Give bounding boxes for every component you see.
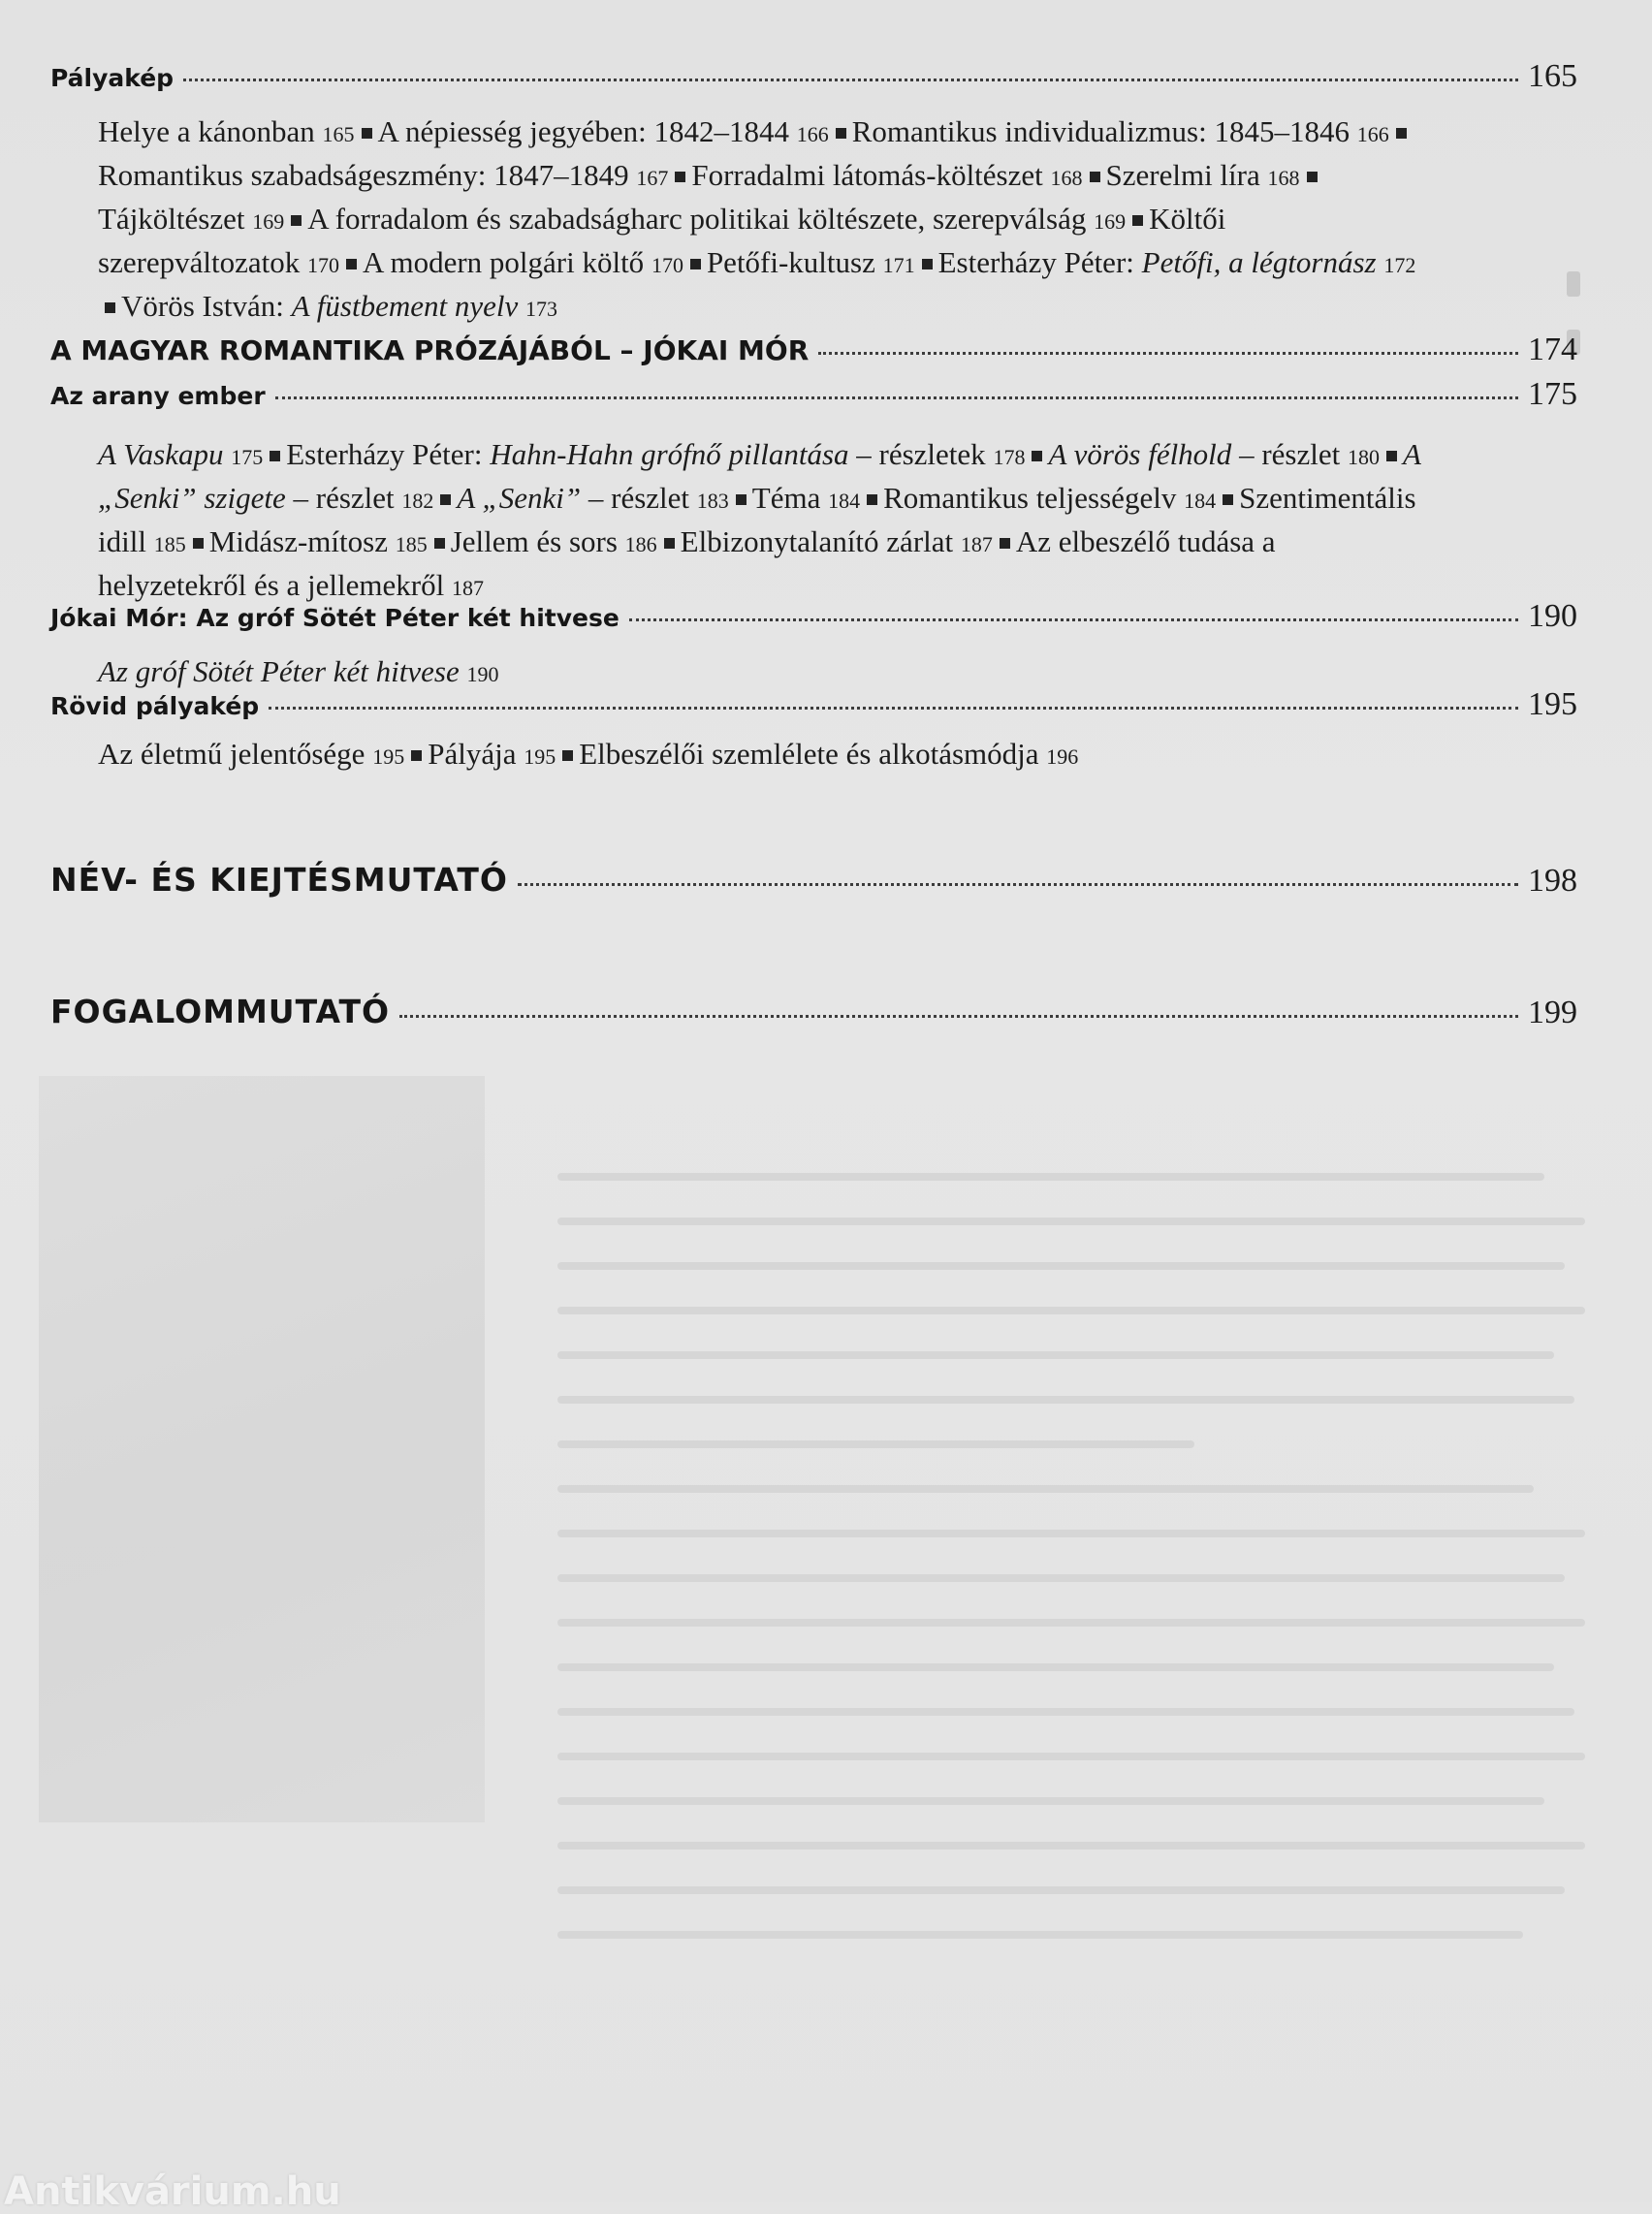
toc-page-number: 198 (1528, 863, 1577, 899)
bleed-through-mark (1567, 271, 1580, 297)
leader-dots (183, 79, 1518, 81)
toc-entry-sotet-peter[interactable] (50, 598, 1577, 635)
toc-chapter-title: A MAGYAR ROMANTIKA PRÓZÁJÁBÓL – JÓKAI MÓR (50, 334, 810, 366)
watermark: Antikvárium.hu (4, 2169, 341, 2214)
toc-subtopics-arany-ember: A Vaskapu 175 Esterházy Péter: Hahn-Hahn grófnő pillantása – részletek 178 A vörös félhold – részlet 180 A „Senki” szigete – részlet 182 A „Senki” – részlet 183 Téma 184 Romantikus teljességelv 184 Szentimentális idill 185 Midász-mítosz 185 Jellem és sors 186 Elbizonytalanító zárlat 187 Az elbeszélő tudása a helyzetekről és a jellemekről 187 (98, 437, 1421, 602)
toc-index-title: FOGALOMMUTATÓ (50, 993, 391, 1030)
toc-subtopics-sotet-peter: Az gróf Sötét Péter két hitvese 190 (98, 654, 499, 688)
toc-entry-jokai-chapter[interactable] (50, 332, 1577, 368)
leader-dots (629, 618, 1518, 621)
leader-dots (518, 883, 1518, 886)
toc-entry-rovid-palyakep[interactable] (50, 686, 1577, 723)
toc-page-number: 199 (1528, 995, 1577, 1030)
toc-page-number: 175 (1528, 376, 1577, 412)
toc-entry-fogalommutato[interactable] (50, 993, 1577, 1031)
leader-dots (818, 352, 1518, 355)
toc-entry-palyakep[interactable] (50, 58, 1577, 95)
toc-subtopics-rovid-palyakep: Az életmű jelentősége 195 Pályája 195 Elbeszélői szemlélete és alkotásmódja 196 (98, 737, 1079, 771)
toc-entry-title: Az arany ember (50, 382, 266, 410)
leader-dots (399, 1015, 1518, 1018)
toc-entry-title: Jókai Mór: Az gróf Sötét Péter két hitvese (50, 604, 620, 632)
toc-index-title: NÉV- ÉS KIEJTÉSMUTATÓ (50, 861, 508, 899)
toc-subtopics-palyakep: Helye a kánonban 165 A népiesség jegyében: 1842–1844 166 Romantikus individualizmus: 1845–1846 166Romantikus szabadságeszmény: 1847–1849 167 Forradalmi látomás-költészet 168 Szerelmi líra 168Tájköltészet 169 A forradalom és szabadságharc politikai költészete, szerepválság 169 Költői szerepváltozatok 170 A modern polgári költő 170 Petőfi-kultusz 171 Esterházy Péter: Petőfi, a légtornász 172Vörös István: A füstbement nyelv 173 (98, 114, 1416, 323)
toc-page-number: 195 (1528, 686, 1577, 722)
bleed-through-picture (39, 1076, 485, 1822)
toc-entry-nevmutato[interactable] (50, 861, 1577, 900)
toc-entry-title: Rövid pályakép (50, 692, 260, 720)
toc-page-number: 174 (1528, 332, 1577, 367)
toc-entry-title: Pályakép (50, 64, 175, 92)
bleed-through-text (557, 1173, 1585, 1976)
toc-page-number: 190 (1528, 598, 1577, 634)
toc-page-number: 165 (1528, 58, 1577, 94)
leader-dots (275, 396, 1518, 399)
toc-entry-arany-ember[interactable] (50, 376, 1577, 413)
leader-dots (269, 707, 1518, 710)
